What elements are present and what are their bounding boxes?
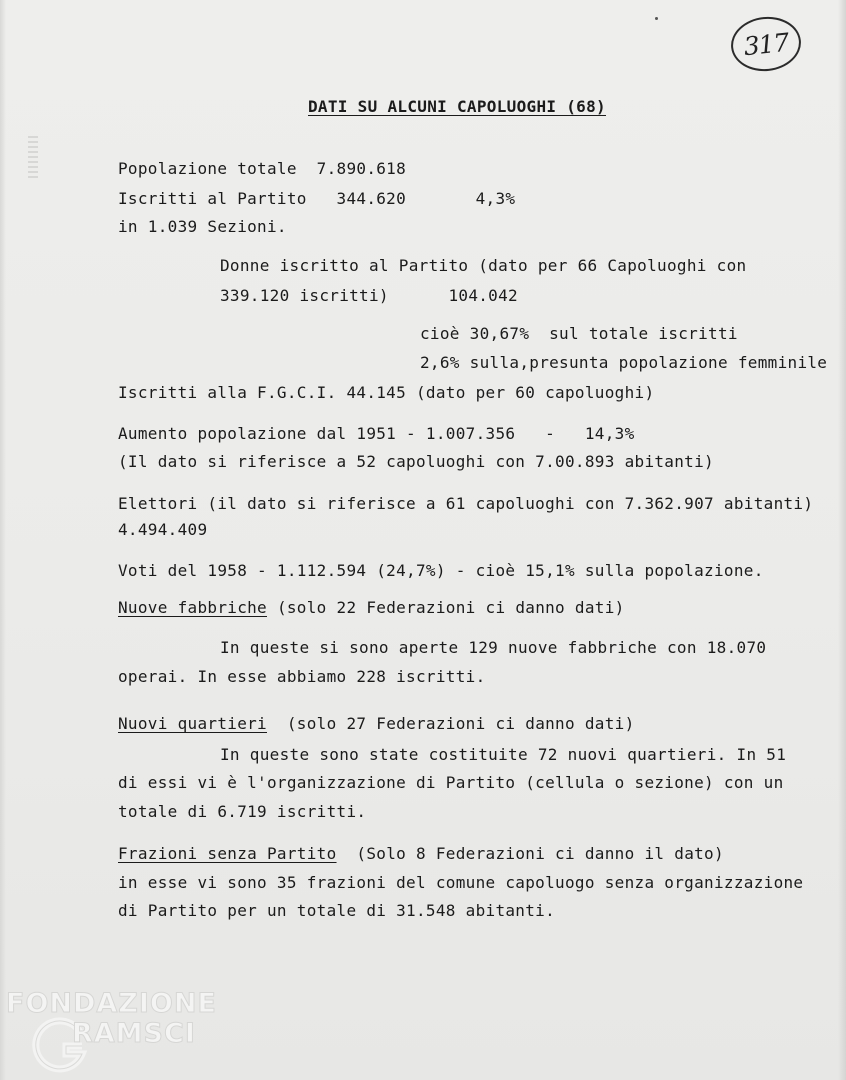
page-edge-left — [0, 0, 6, 1080]
heading-frazioni: Frazioni senza Partito — [118, 844, 337, 863]
watermark-line-1: FONDAZIONE — [6, 988, 217, 1019]
heading-nuove-fabbriche: Nuove fabbriche — [118, 598, 267, 617]
page-edge-right — [838, 0, 846, 1080]
text-line: 4.494.409 — [118, 520, 208, 539]
text-line: di Partito per un totale di 31.548 abitanti. — [118, 901, 556, 920]
document-title: DATI SU ALCUNI CAPOLUOGHI (68) — [308, 97, 606, 116]
text-line: In queste sono state costituite 72 nuovi quartieri. In 51 — [220, 745, 787, 764]
text-line: di essi vi è l'organizzazione di Partito (cellula o sezione) con un — [118, 773, 784, 792]
section-frazioni — [118, 844, 724, 864]
text-line: Donne iscritto al Partito (dato per 66 Capoluoghi con — [220, 256, 747, 275]
text-line: Popolazione totale 7.890.618 — [118, 159, 407, 178]
handwritten-page-number: 317 — [728, 13, 803, 74]
text-line: 339.120 iscritti) 104.042 — [220, 286, 518, 305]
text-line: Iscritti al Partito 344.620 4,3% — [118, 189, 516, 208]
text-line: 2,6% sulla,presunta popolazione femminile — [420, 353, 828, 372]
text-span: (Solo 8 Federazioni ci danno il dato) — [356, 844, 724, 863]
ink-dot — [655, 17, 658, 20]
heading-nuovi-quartieri: Nuovi quartieri — [118, 714, 267, 733]
text-span: (solo 22 Federazioni ci danno dati) — [276, 598, 625, 617]
text-line: (Il dato si riferisce a 52 capoluoghi con 7.00.893 abitanti) — [118, 452, 714, 471]
text-line: in esse vi sono 35 frazioni del comune capoluogo senza organizzazione — [118, 873, 804, 892]
text-line: In queste si sono aperte 129 nuove fabbriche con 18.070 — [220, 638, 767, 657]
text-line: cioè 30,67% sul totale iscritti — [420, 324, 738, 343]
text-line: operai. In esse abbiamo 228 iscritti. — [118, 667, 486, 686]
section-nuovi-quartieri — [118, 714, 635, 734]
text-line: Iscritti alla F.G.C.I. 44.145 (dato per 60 capoluoghi) — [118, 383, 655, 402]
text-line: totale di 6.719 iscritti. — [118, 802, 367, 821]
watermark-line-2: RAMSCI — [72, 1018, 196, 1049]
section-nuove-fabbriche — [118, 598, 625, 618]
text-span: (solo 27 Federazioni ci danno dati) — [286, 714, 635, 733]
text-line: Voti del 1958 - 1.112.594 (24,7%) - cioè 15,1% sulla popolazione. — [118, 561, 764, 580]
text-line: in 1.039 Sezioni. — [118, 217, 287, 236]
fondazione-gramsci-watermark — [2, 988, 216, 1076]
text-line: Aumento popolazione dal 1951 - 1.007.356 - 14,3% — [118, 424, 635, 443]
text-line: Elettori (il dato si riferisce a 61 capoluoghi con 7.362.907 abitanti) — [118, 494, 814, 513]
scan-smudge — [28, 136, 38, 180]
